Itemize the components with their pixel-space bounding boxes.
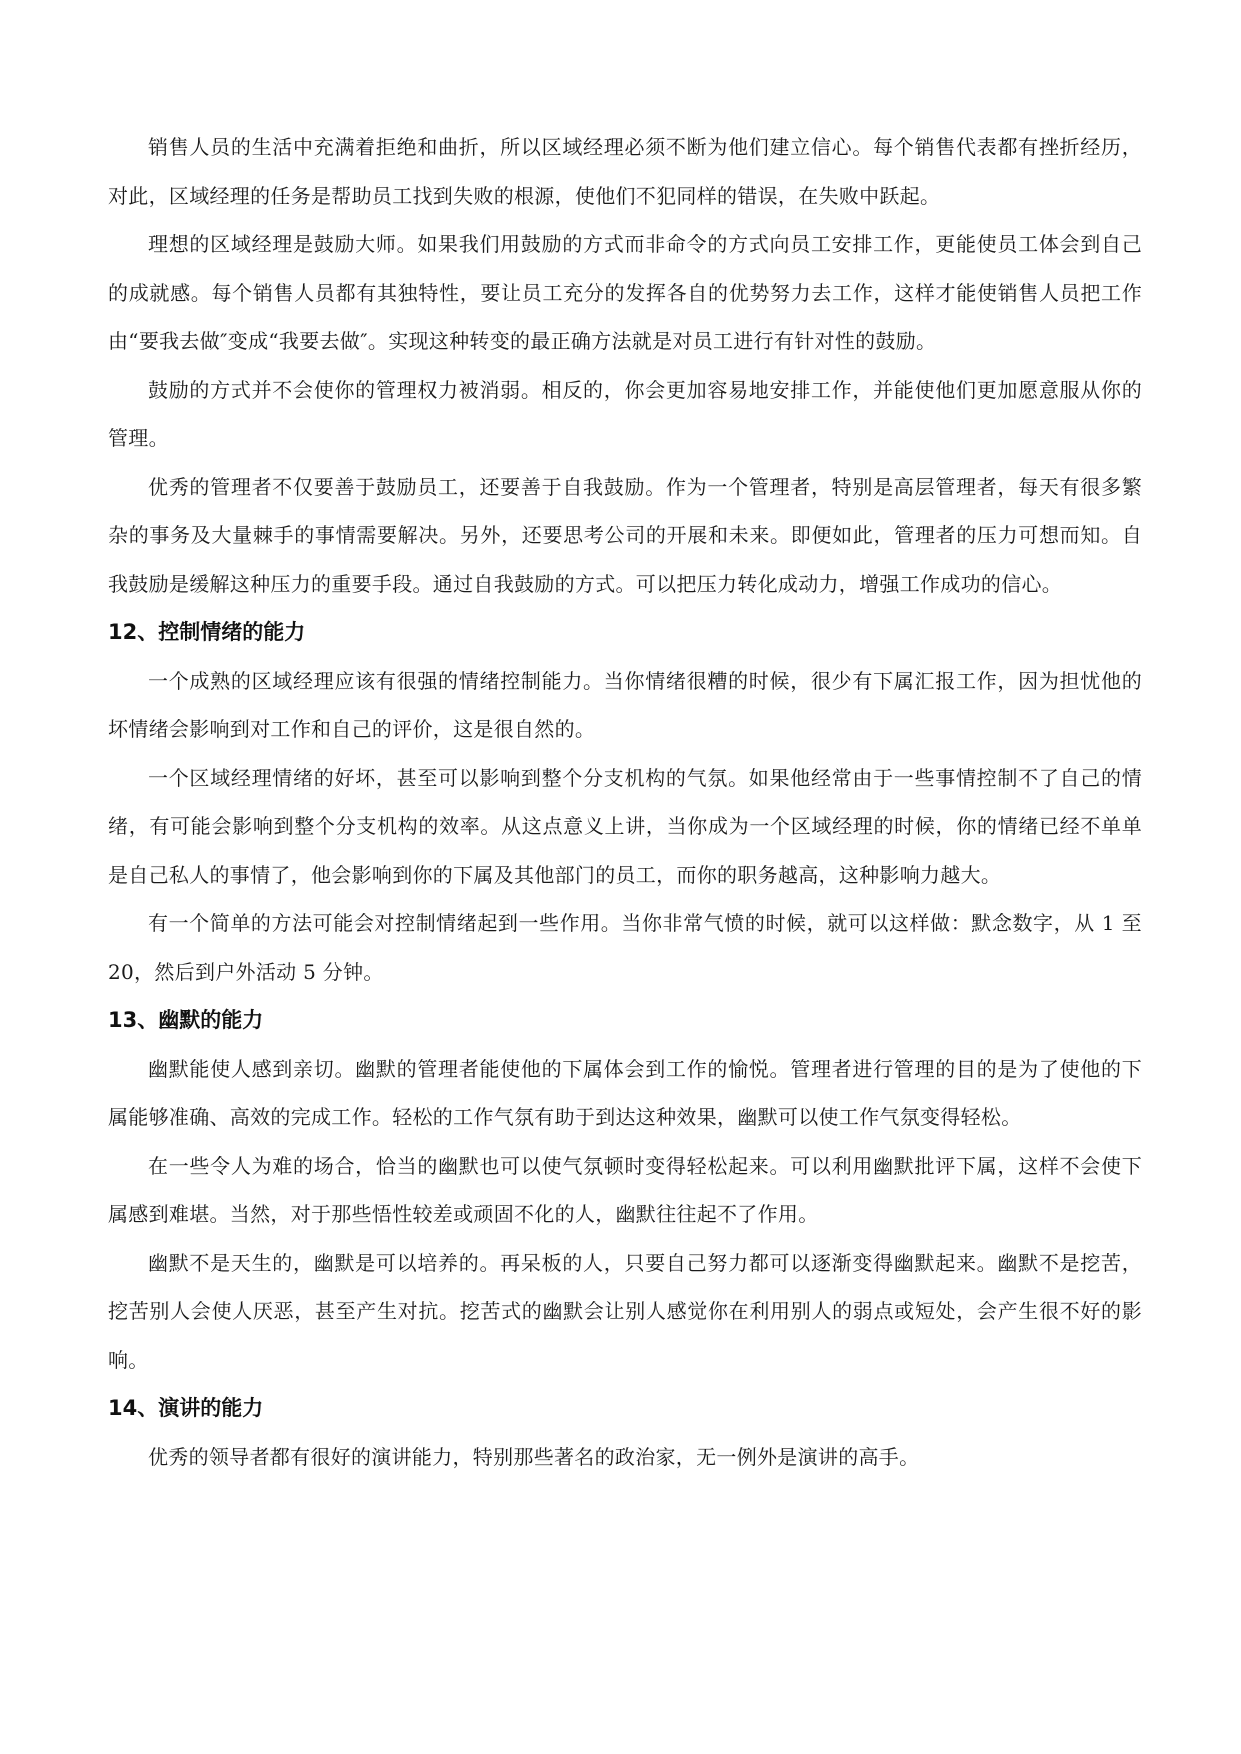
paragraph: 一个区域经理情绪的好坏，甚至可以影响到整个分支机构的气氛。如果他经常由于一些事情控制不了自己的情绪，有可能会影响到整个分支机构的效率。从这点意义上讲，当你成为一个区域经理的时候，你的情绪已经不单单是自己私人的事情了，他会影响到你的下属及其他部门的员工，而你的职务越高，这种影响力越大。 [108, 765, 1142, 887]
paragraph: 鼓励的方式并不会使你的管理权力被消弱。相反的，你会更加容易地安排工作，并能使他们更加愿意服从你的管理。 [108, 377, 1142, 450]
paragraph: 有一个简单的方法可能会对控制情绪起到一些作用。当你非常气愤的时候，就可以这样做：默念数字，从 1 至 20，然后到户外活动 5 分钟。 [108, 911, 1142, 984]
section-heading: 12、控制情绪的能力 [108, 620, 306, 644]
paragraph: 一个成熟的区域经理应该有很强的情绪控制能力。当你情绪很糟的时候，很少有下属汇报工作，因为担忧他的坏情绪会影响到对工作和自己的评价，这是很自然的。 [108, 668, 1142, 741]
section-heading: 13、幽默的能力 [108, 1008, 264, 1032]
paragraph: 理想的区域经理是鼓励大师。如果我们用鼓励的方式而非命令的方式向员工安排工作，更能使员工体会到自己的成就感。每个销售人员都有其独特性，要让员工充分的发挥各自的优势努力去工作，这样才能使销售人员把工作由“要我去做″变成“我要去做″。实现这种转变的最正确方法就是对员工进行有针对性的鼓励。 [108, 232, 1142, 353]
paragraph: 优秀的管理者不仅要善于鼓励员工，还要善于自我鼓励。作为一个管理者，特别是高层管理者，每天有很多繁杂的事务及大量棘手的事情需要解决。另外，还要思考公司的开展和未来。即便如此，管理者的压力可想而知。自我鼓励是缓解这种压力的重要手段。通过自我鼓励的方式。可以把压力转化成动力，增强工作成功的信心。 [108, 474, 1142, 596]
document-body [108, 123, 1142, 1481]
paragraph: 幽默不是天生的，幽默是可以培养的。再呆板的人，只要自己努力都可以逐渐变得幽默起来。幽默不是挖苦，挖苦别人会使人厌恶，甚至产生对抗。挖苦式的幽默会让别人感觉你在利用别人的弱点或短处，会产生很不好的影响。 [108, 1250, 1142, 1372]
paragraph: 销售人员的生活中充满着拒绝和曲折，所以区域经理必须不断为他们建立信心。每个销售代表都有挫折经历，对此，区域经理的任务是帮助员工找到失败的根源，使他们不犯同样的错误，在失败中跃起。 [108, 135, 1142, 208]
paragraph: 在一些令人为难的场合，恰当的幽默也可以使气氛顿时变得轻松起来。可以利用幽默批评下属，这样不会使下属感到难堪。当然，对于那些悟性较差或顽固不化的人，幽默往往起不了作用。 [108, 1153, 1142, 1226]
paragraph: 幽默能使人感到亲切。幽默的管理者能使他的下属体会到工作的愉悦。管理者进行管理的目的是为了使他的下属能够准确、高效的完成工作。轻松的工作气氛有助于到达这种效果，幽默可以使工作气氛变得轻松。 [108, 1056, 1142, 1129]
paragraph: 优秀的领导者都有很好的演讲能力，特别那些著名的政治家，无一例外是演讲的高手。 [148, 1444, 920, 1469]
section-heading: 14、演讲的能力 [108, 1396, 264, 1420]
